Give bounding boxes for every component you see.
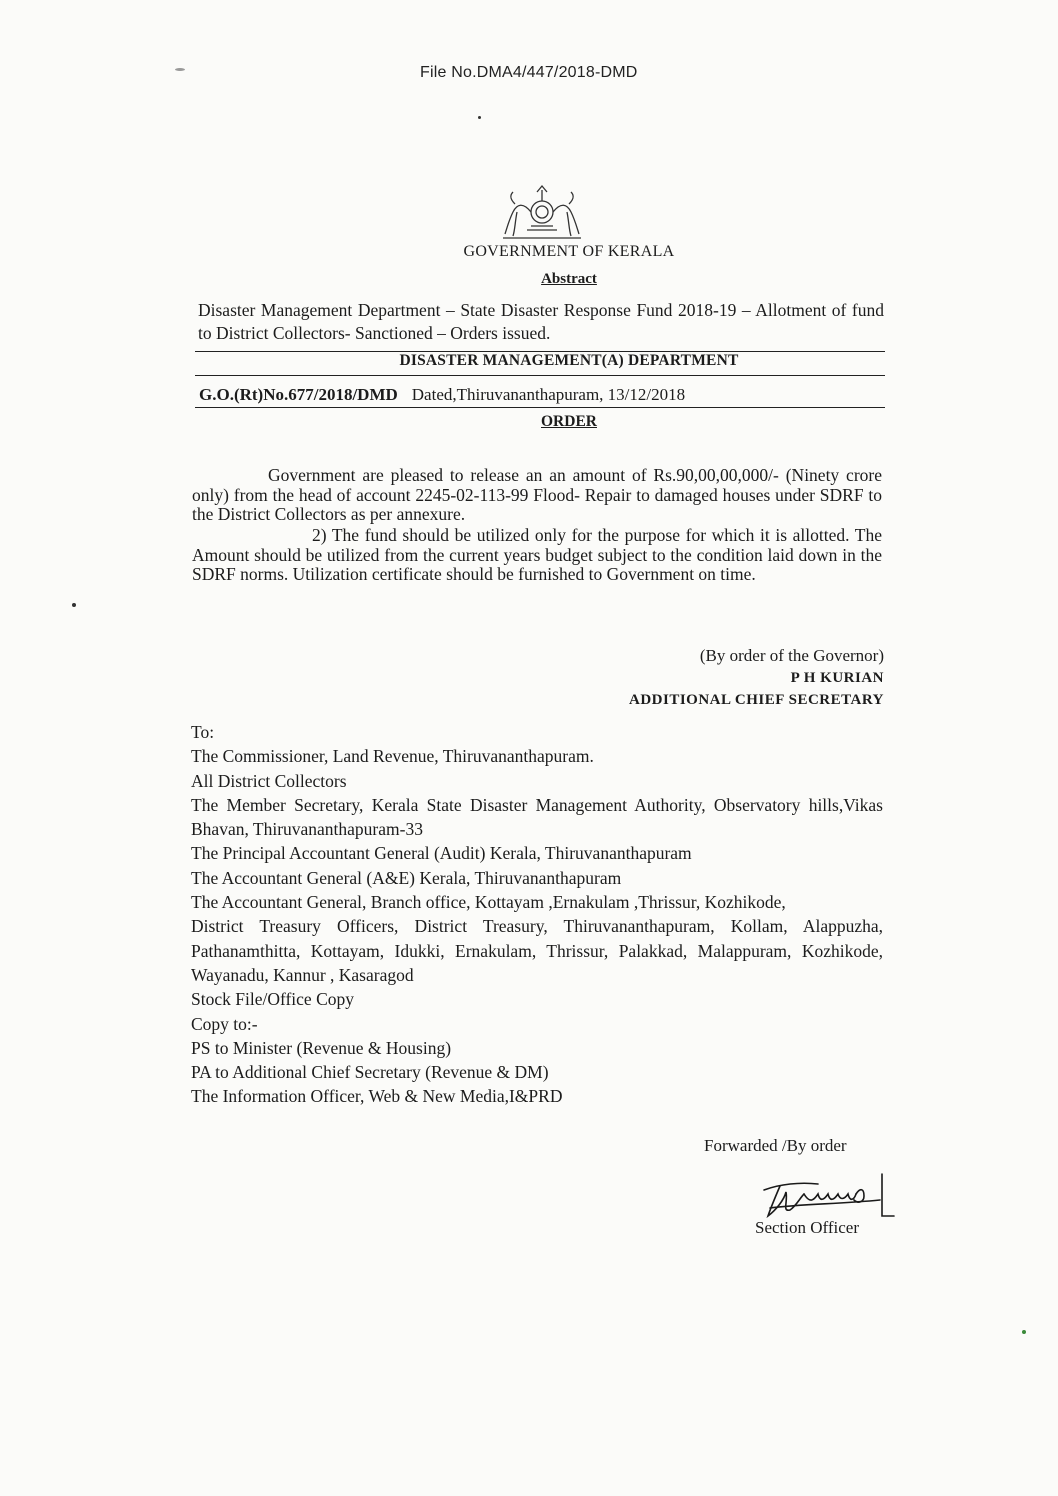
divider [195, 407, 885, 408]
recipient-item: All District Collectors [191, 770, 347, 791]
file-number: File No.DMA4/447/2018-DMD [420, 64, 638, 81]
subject-text: Disaster Management Department – State Disaster Response Fund 2018-19 – Allotment of fund to District Collectors- Sanctioned – Orders issued. [198, 300, 884, 343]
section-officer-label: Section Officer [755, 1218, 860, 1237]
recipient-item: Stock File/Office Copy [191, 989, 354, 1010]
recipient-item: The Member Secretary, Kerala State Disaster Management Authority, Observatory hills,Vikas Bhavan, Thiruvananthapuram-33 [191, 794, 883, 840]
forwarded-text: Forwarded /By order [704, 1136, 847, 1155]
signoff-block [629, 645, 884, 711]
go-line [199, 385, 685, 405]
recipient-item: The Commissioner, Land Revenue, Thiruvananthapuram. [191, 746, 594, 767]
scan-speck [478, 116, 481, 119]
recipient-item: The Accountant General (A&E) Kerala, Thiruvananthapuram [191, 867, 622, 888]
signatory-designation: ADDITIONAL CHIEF SECRETARY [628, 692, 884, 708]
department-heading: DISASTER MANAGEMENT(A) DEPARTMENT [399, 352, 739, 369]
copy-to-label: Copy to:- [191, 1013, 258, 1034]
copy-item: PS to Minister (Revenue & Housing) [191, 1037, 452, 1058]
copy-item: The Information Officer, Web & New Media,I&PRD [191, 1086, 563, 1107]
recipient-item: The Accountant General, Branch office, Kottayam ,Ernakulam ,Thrissur, Kozhikode, [191, 892, 786, 913]
divider [195, 375, 885, 376]
copy-item: PA to Additional Chief Secretary (Revenue & DM) [191, 1062, 549, 1083]
recipients-block [191, 720, 883, 1109]
order-paragraph-2: 2) The fund should be utilized only for the purpose for which it is allotted. The Amount should be utilized from the current years budget subject to the condition laid down in the SDRF norms. Utilization certificate should be furnished to Government on time. [192, 525, 882, 584]
to-label: To: [191, 722, 215, 742]
go-number: G.O.(Rt)No.677/2018/DMD [199, 385, 398, 404]
order-heading: ORDER [541, 413, 597, 430]
recipient-item: District Treasury Officers, District Treasury, Thiruvananthapuram, Kollam, Alappuzha, Pathanamthitta, Kottayam, Idukki, Ernakulam, Thrissur, Palakkad, Malappuram, Kozhikode, Wayanadu, Kannur , Kasaragod [191, 916, 883, 985]
scan-speck [175, 68, 185, 71]
scan-speck [72, 603, 76, 607]
recipient-item: The Principal Accountant General (Audit) Kerala, Thiruvananthapuram [191, 843, 692, 864]
scan-speck [1022, 1330, 1026, 1334]
order-paragraph-1: Government are pleased to release an an amount of Rs.90,00,00,000/- (Ninety crore only) from the head of account 2245-02-113-99 Flood- Repair to damaged houses under SDRF to the District Collectors as per annexure. [192, 465, 882, 524]
signature-icon [760, 1170, 895, 1225]
abstract-heading: Abstract [541, 271, 597, 287]
kerala-emblem-icon [497, 182, 587, 244]
signatory-name: P H KURIAN [790, 670, 884, 686]
by-order-text: (By order of the Governor) [699, 646, 884, 665]
go-date: Dated,Thiruvananthapuram, 13/12/2018 [411, 385, 686, 404]
government-title: GOVERNMENT OF KERALA [463, 243, 675, 260]
